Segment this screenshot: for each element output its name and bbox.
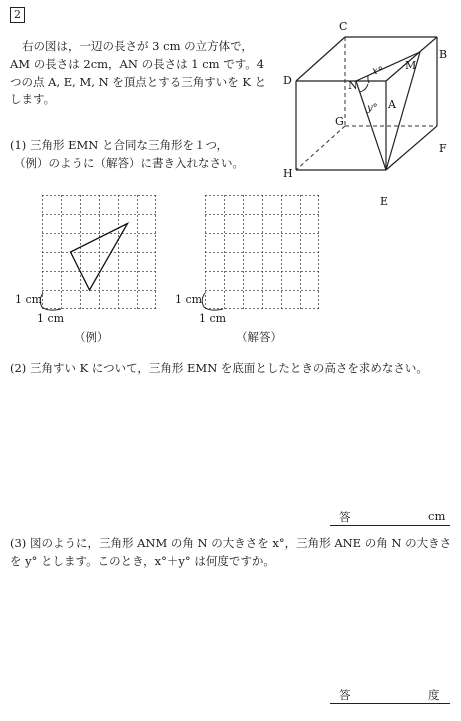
answer-caption: （解答） — [236, 330, 282, 344]
vertex-m-label: M — [405, 59, 417, 72]
vertex-e-label: E — [380, 195, 389, 208]
q2-answer-field[interactable] — [360, 505, 420, 523]
example-unit-bracket — [36, 290, 66, 314]
question-number: 2 — [10, 7, 25, 23]
q3-answer-unit: 度 — [428, 688, 440, 702]
answer-unit-bracket — [198, 290, 228, 314]
example-caption: （例） — [74, 330, 109, 344]
vertex-f-label: F — [439, 142, 447, 155]
angle-x-label: x° — [372, 66, 383, 77]
q3-answer-label: 答 — [339, 688, 351, 702]
q2-text: (2) 三角すい K について，三角形 EMN を底面としたときの高さを求めなさい。 — [10, 361, 428, 375]
intro-line-2: AM の長さは 2cm，AN の長さは 1 cm です。4 — [10, 57, 265, 71]
q3-answer-line — [330, 703, 450, 704]
example-unit-y: 1 cm — [15, 293, 43, 306]
vertex-g-label: G — [335, 115, 344, 128]
q2-answer-label: 答 — [339, 510, 351, 524]
angle-y-label: y° — [367, 103, 378, 114]
q3-answer-field[interactable] — [360, 683, 420, 701]
cube-figure — [270, 8, 460, 223]
q3-line-2: を y° とします。このとき，x°＋y° は何度ですか。 — [10, 554, 275, 568]
vertex-a-label: A — [388, 98, 396, 111]
answer-unit-x: 1 cm — [199, 312, 227, 325]
vertex-n-label: N — [348, 79, 358, 92]
vertex-c-label: C — [339, 20, 348, 33]
q2-answer-line — [330, 525, 450, 526]
vertex-d-label: D — [283, 74, 292, 87]
intro-line-1: 右の図は，一辺の長さが 3 cm の立方体で， — [22, 39, 253, 53]
q1-line-2: （例）のように（解答）に書き入れなさい。 — [14, 156, 244, 170]
example-unit-x: 1 cm — [37, 312, 65, 325]
q3-line-1: (3) 図のように，三角形 ANM の角 N の大きさを x°，三角形 ANE の角 N の大きさ — [10, 536, 452, 550]
intro-line-3: つの点 A, E, M, N を頂点とする三角すいを K と — [10, 75, 267, 89]
q2-answer-unit: cm — [428, 509, 446, 523]
answer-unit-y: 1 cm — [175, 293, 203, 306]
vertex-h-label: H — [283, 167, 293, 180]
q1-line-1: (1) 三角形 EMN と合同な三角形を１つ， — [10, 138, 229, 152]
intro-line-4: します。 — [10, 92, 56, 106]
vertex-b-label: B — [439, 48, 448, 61]
